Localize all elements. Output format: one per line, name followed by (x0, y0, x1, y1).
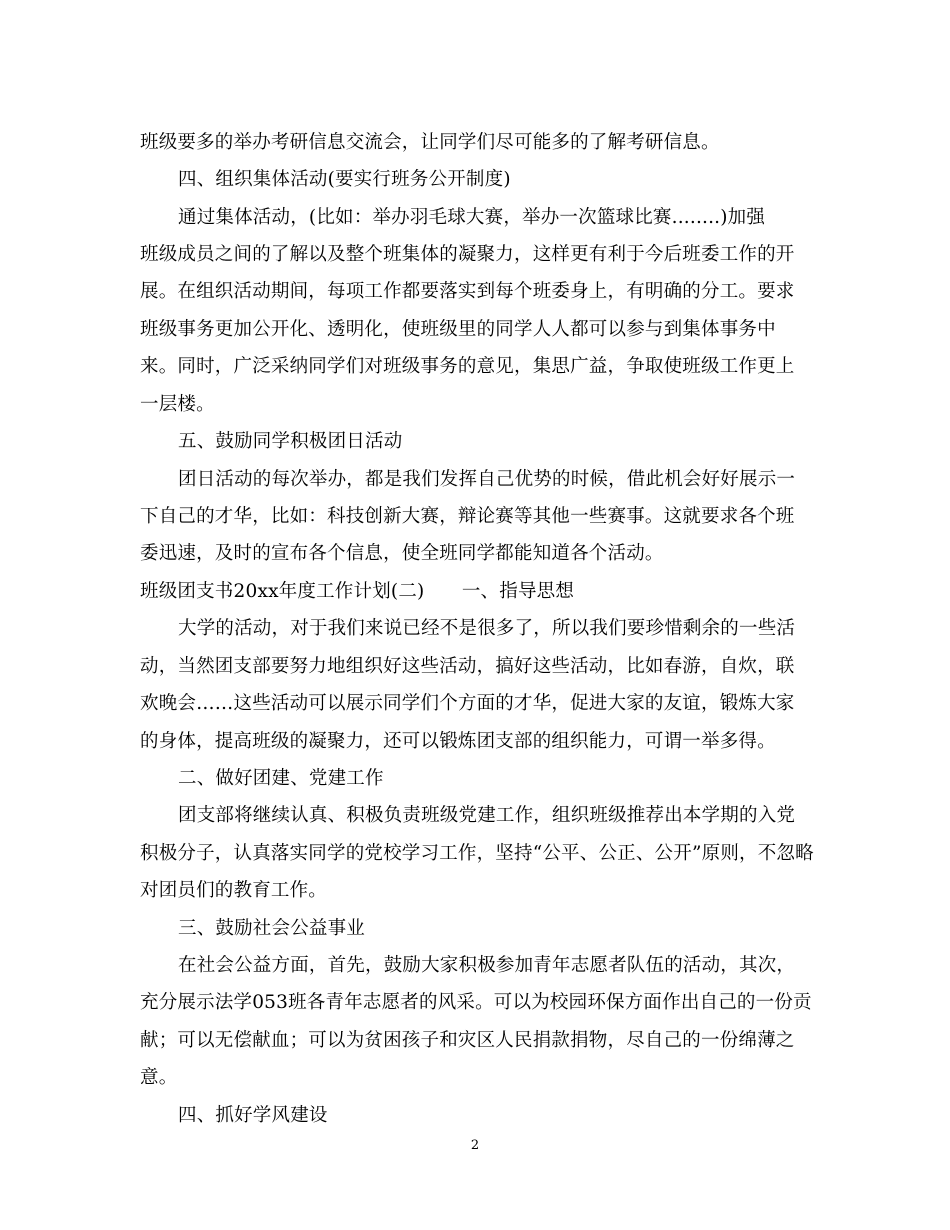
body-text-line: 意。 (140, 1067, 178, 1088)
body-text-line: 班级要多的举办考研信息交流会，让同学们尽可能多的了解考研信息。 (140, 132, 720, 153)
body-text-line: 欢晚会……这些活动可以展示同学们个方面的才华，促进大家的友谊，锻炼大家 (140, 693, 795, 714)
paragraph-first-line: 团日活动的每次举办，都是我们发挥自己优势的时候，借此机会好好展示一 (178, 469, 796, 490)
body-text-line: 委迅速，及时的宣布各个信息，使全班同学都能知道各个活动。 (140, 543, 664, 564)
paragraph-first-line: 大学的活动，对于我们来说已经不是很多了，所以我们要珍惜剩余的一些活 (178, 618, 796, 639)
body-text-line: 班级成员之间的了解以及整个班集体的凝聚力，这样更有利于今后班委工作的开 (140, 244, 795, 265)
section-heading: 三、鼓励社会公益事业 (178, 918, 366, 939)
paragraph-first-line: 通过集体活动，(比如：举办羽毛球大赛，举办一次篮球比赛........)加强 (178, 207, 766, 228)
paragraph-first-line: 在社会公益方面，首先，鼓励大家积极参加青年志愿者队伍的活动，其次， (178, 955, 796, 976)
paragraph-first-line: 团支部将继续认真、积极负责班级党建工作，组织班级推荐出本学期的入党 (178, 805, 796, 826)
section-heading: 四、抓好学风建设 (178, 1105, 328, 1126)
page-number: 2 (470, 1138, 480, 1153)
body-text-line: 动，当然团支部要努力地组织好这些活动，搞好这些活动，比如春游，自炊，联 (140, 656, 795, 677)
body-text-line: 对团员们的教育工作。 (140, 880, 328, 901)
body-text-line: 积极分子，认真落实同学的党校学习工作，坚持“公平、公正、公开”原则，不忽略 (140, 843, 814, 864)
section-heading: 二、做好团建、党建工作 (178, 768, 384, 789)
body-text-line: 来。同时，广泛采纳同学们对班级事务的意见，集思广益，争取使班级工作更上 (140, 356, 795, 377)
body-text-line: 展。在组织活动期间，每项工作都要落实到每个班委身上，有明确的分工。要求 (140, 281, 795, 302)
section-heading: 五、鼓励同学积极团日活动 (178, 431, 403, 452)
document-subtitle: 班级团支书20xx年度工作计划(二) 一、指导思想 (140, 581, 575, 602)
body-text-line: 献；可以无偿献血；可以为贫困孩子和灾区人民捐款捐物，尽自己的一份绵薄之 (140, 1030, 795, 1051)
body-text-line: 下自己的才华，比如：科技创新大赛，辩论赛等其他一些赛事。这就要求各个班 (140, 506, 795, 527)
body-text-line: 一层楼。 (140, 394, 215, 415)
section-heading: 四、组织集体活动(要实行班务公开制度) (178, 169, 511, 190)
body-text-line: 班级事务更加公开化、透明化，使班级里的同学人人都可以参与到集体事务中 (140, 319, 776, 340)
body-text-line: 充分展示法学053班各青年志愿者的风采。可以为校园环保方面作出自己的一份贡 (140, 992, 812, 1013)
body-text-line: 的身体，提高班级的凝聚力，还可以锻炼团支部的组织能力，可谓一举多得。 (140, 731, 776, 752)
